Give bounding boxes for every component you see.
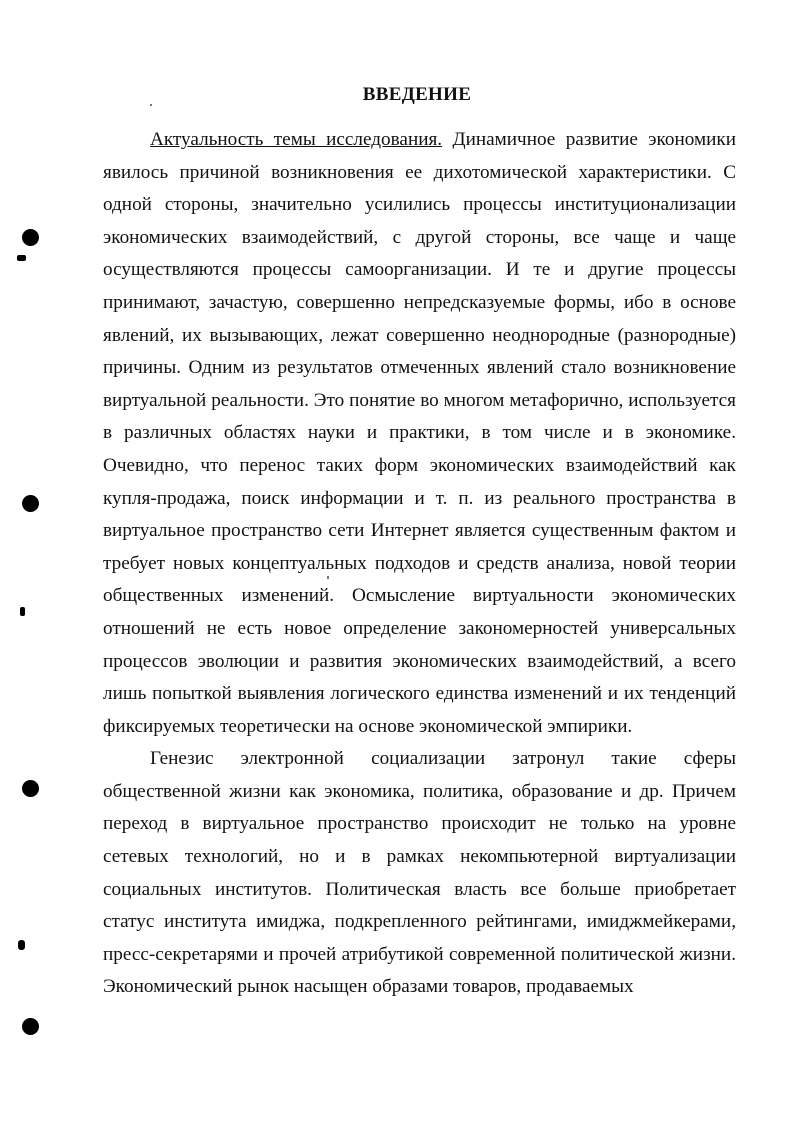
scan-speck — [150, 104, 152, 106]
binder-hole-dot — [22, 229, 39, 246]
scan-speck — [20, 607, 25, 616]
binder-hole-dot — [22, 1018, 39, 1035]
scan-speck — [18, 940, 25, 950]
paragraph-2 — [103, 743, 736, 1004]
scan-speck — [327, 576, 329, 579]
paragraph-1-text: Динамичное развитие экономики явилось причиной возникновения ее дихотомической характеристики. С одной стороны, значительно усилились процессы институционализации экономических взаимодействий, с другой стороны, все чаще и чаще осуществляются процессы самоорганизации. И те и другие процессы принимают, зачастую, совершенно непредсказуемые формы, ибо в основе явлений, их вызывающих, лежат совершенно неоднородные (разнородные) причины. Одним из результатов отмеченных явлений стало возникновение виртуальной реальности. Это понятие во многом метафорично, используется в различных областях науки и практики, в том числе и в экономике. Очевидно, что перенос таких форм экономических взаимодействий как купля-продажа, поиск информации и т. п. из реального пространства в виртуальное пространство сети Интернет является существенным фактом и требует новых концептуальных подходов и средств анализа, новой теории общественных изменений. Осмысление виртуальности экономических отношений не есть новое определение закономерностей универсальных процессов эволюции и развития экономических взаимодействий, а всего лишь попыткой выявления логического единства изменений и их тенденций фиксируемых теоретически на основе экономической эмпирики. — [103, 129, 736, 737]
binder-hole-dot — [22, 780, 39, 797]
paragraph-1 — [103, 124, 736, 743]
body-text — [103, 124, 736, 1004]
section-heading-relevance: Актуальность темы исследования. — [150, 129, 443, 150]
paragraph-2-text: Генезис электронной социализации затронул такие сферы общественной жизни как экономика, политика, образование и др. Причем переход в виртуальное пространство происходит не только на уровне сетевых технологий, но и в рамках некомпьютерной виртуализации социальных институтов. Политическая власть все больше приобретает статус института имиджа, подкрепленного рейтингами, имиджмейкерами, пресс-секретарями и прочей атрибутикой современной политической жизни. Экономический рынок насыщен образами товаров, продаваемых — [103, 748, 736, 998]
scan-speck — [17, 255, 26, 261]
binder-hole-dot — [22, 495, 39, 512]
page-title: ВВЕДЕНИЕ — [362, 84, 472, 105]
